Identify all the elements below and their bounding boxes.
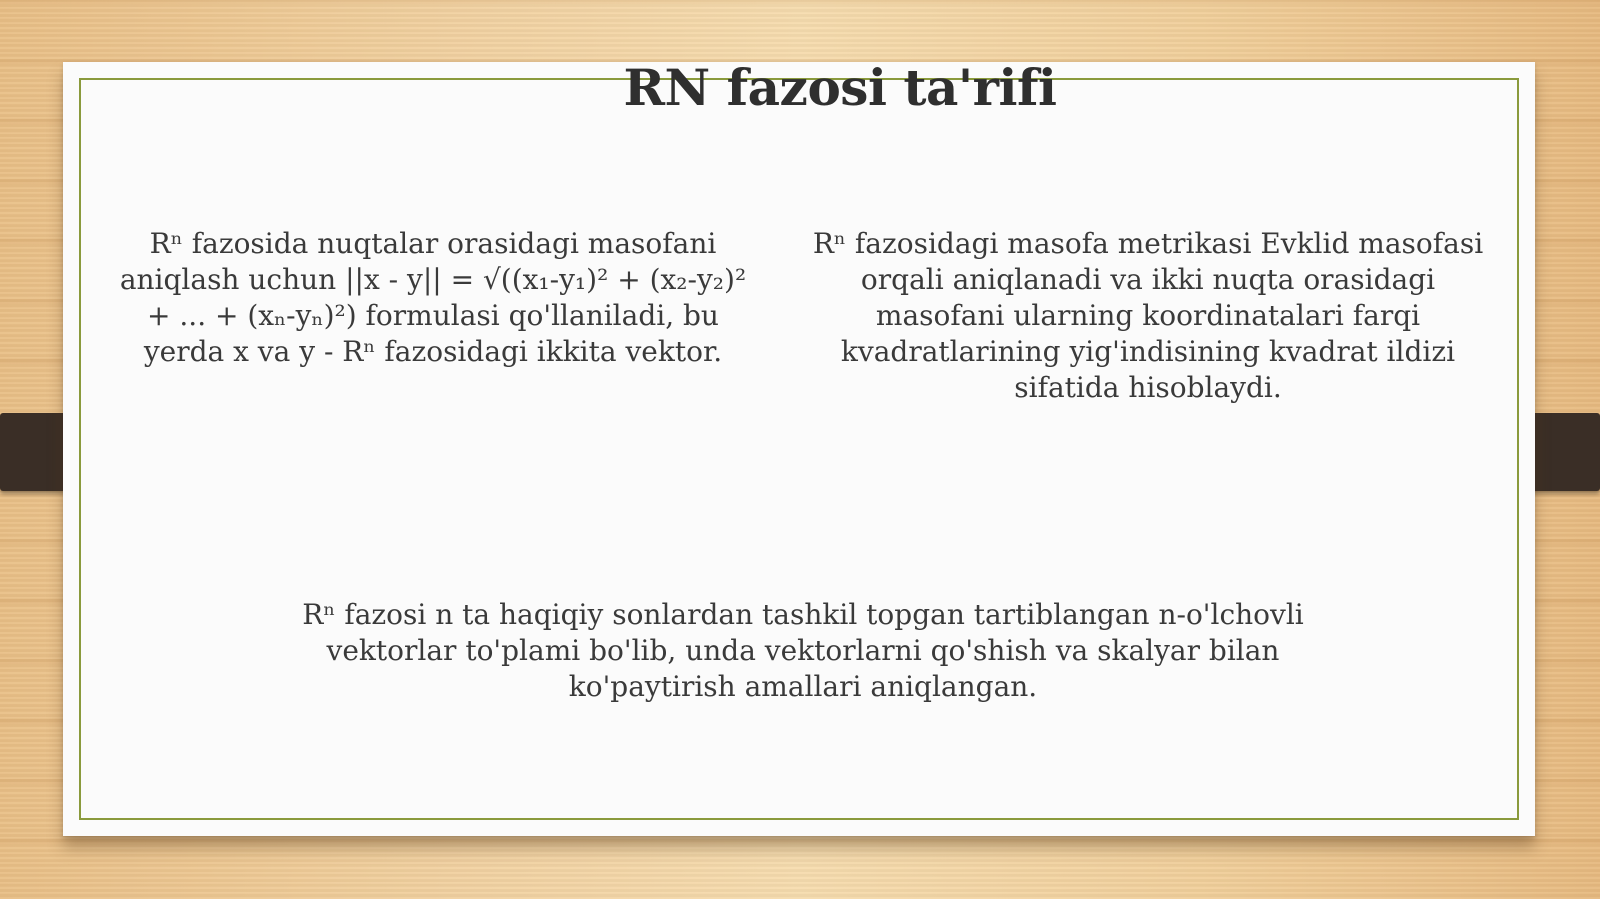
slide-title: RN fazosi ta'rifi — [623, 58, 1057, 117]
slide-frame-border — [79, 78, 1519, 820]
text-block-bottom: Rⁿ fazosi n ta haqiqiy sonlardan tashkil topgan tartiblangan n-o'lchovli vektorlar to'plami bo'lib, unda vektorlarni qo'shish va skalyar bilan ko'paytirish amallari aniqlangan. — [302, 598, 1304, 703]
text-block-right: Rⁿ fazosidagi masofa metrikasi Evklid masofasi orqali aniqlanadi va ikki nuqta orasidagi masofani ularning koordinatalari farqi kvadratlarining yig'indisining kvadrat ildizi sifatida hisoblaydi. — [812, 227, 1484, 404]
slide-paper — [63, 62, 1535, 836]
text-block-left: Rⁿ fazosida nuqtalar orasidagi masofani aniqlash uchun ||x - y|| = √((x₁-y₁)² + (x₂-y₂)² + ... + (xₙ-yₙ)²) formulasi qo'llaniladi, bu yerda x va y - Rⁿ fazosidagi ikkita vektor. — [119, 227, 747, 368]
